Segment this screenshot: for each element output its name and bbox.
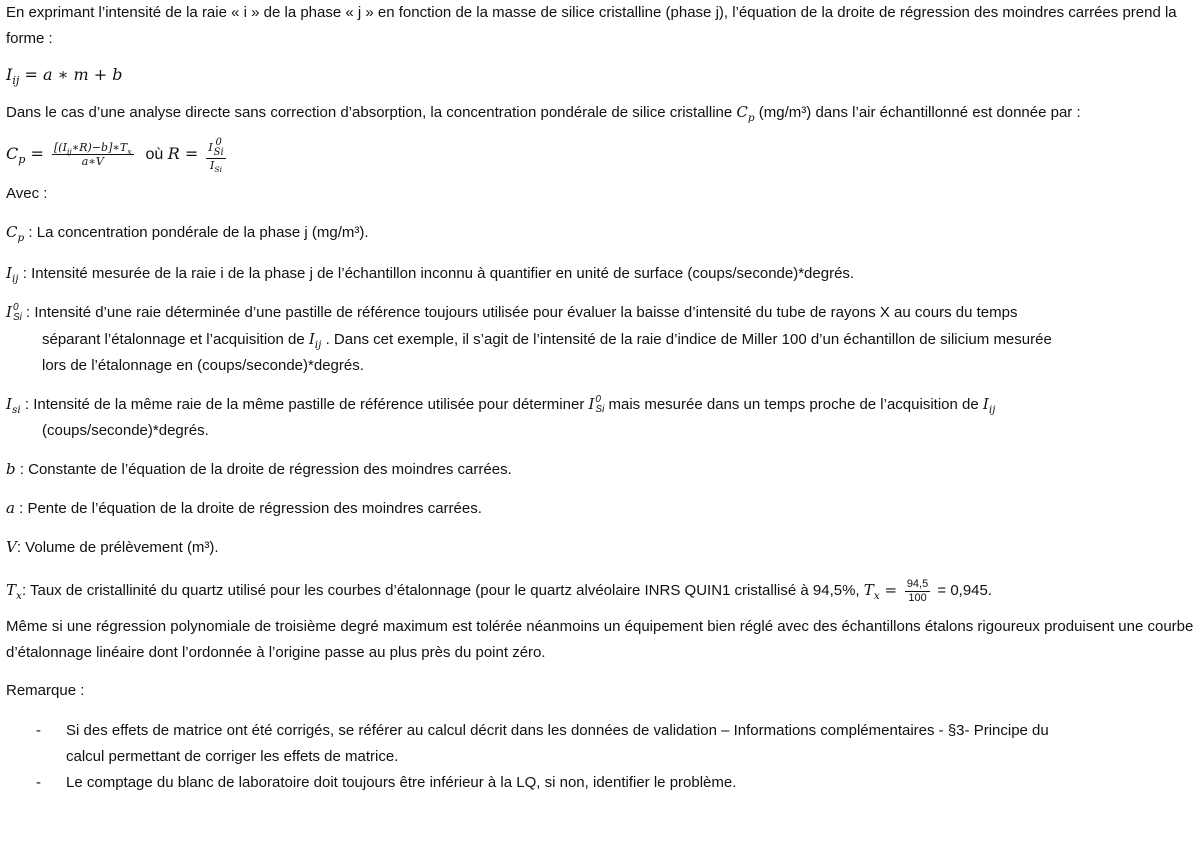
avec-label: Avec : xyxy=(6,185,48,202)
concentration-fraction: $\frac{[(I_{ij}∗R)-b]∗T_x}{a∗V}$ xyxy=(54,141,132,169)
eq1-rhs: = a ∗ m + b xyxy=(19,65,123,84)
intro-paragraph: En exprimant l’intensité de la raie « i » de la phase « j » en fonction de la masse de silice cristalline (phase j), l’équation de la droite de régression des moindres carrées prend la forme : xyxy=(6,4,1177,47)
def-iij: $I_{ij}$ : Intensité mesurée de la raie i de la phase j de l’échantillon inconnu à quantifier en unité de surface (coups/seconde)*degrés. xyxy=(6,264,855,285)
remarque-label: Remarque : xyxy=(6,682,85,699)
def-a: a : Pente de l’équation de la droite de régression des moindres carrées. xyxy=(6,499,482,517)
equation-concentration: $C_p$ = $\frac{[(I_{ij}∗R)-b]∗T_x}{a∗V}$ où R = I 0 Si $I_{Si}$ xyxy=(6,136,224,174)
list-item: - Le comptage du blanc de laboratoire doit toujours être inférieur à la LQ, si non, identifier le problème. xyxy=(36,774,737,791)
def-isi: $I_{si}$ : Intensité de la même raie de la même pastille de référence utilisée pour déterminer I 0 Si mais mesurée dans un temps proche de l’acquisition de $I_{ij}$ (coups/seconde)*degrés. xyxy=(6,394,996,439)
def-v: V: Volume de prélèvement (m³). xyxy=(6,538,219,556)
remarque-list xyxy=(6,718,1194,796)
def-b: b : Constante de l’équation de la droite de régression des moindres carrées. xyxy=(6,460,512,478)
ratio-fraction: I 0 Si $I_{Si}$ xyxy=(208,136,224,174)
def-tx: $T_x$: Taux de cristallinité du quartz utilisé pour les courbes d’étalonnage (pour le quartz alvéolaire INRS QUIN1 cristallisé à 94,5%, $T_x$ = $\frac{94,5}{100}$ = 0,945. xyxy=(6,577,993,604)
cp-symbol: C xyxy=(736,103,748,121)
concentration-paragraph: Dans le cas d’une analyse directe sans correction d’absorption, la concentration pondérale de silice cristalline $C_p$ (mg/m³) dans l’air échantillonné est donnée par : xyxy=(6,103,1081,124)
list-item: - Si des effets de matrice ont été corrigés, se référer au calcul décrit dans les données de validation – Informations complémentaires - §3- Principe du calcul permettant de corriger les effets de matrice. xyxy=(36,722,1049,765)
eq1-lhs: I xyxy=(6,65,13,84)
def-cp: $C_p$ : La concentration pondérale de la phase j (mg/m³). xyxy=(6,223,369,244)
equation-regression xyxy=(6,62,1194,89)
calibration-paragraph: Même si une régression polynomiale de troisième degré maximum est tolérée néanmoins un équipement bien réglé avec des échantillons étalons rigoureux produisent une courbe d’étalonnage linéaire dont l’ordonnée à l’origine passe au plus près du point zéro. xyxy=(6,618,1194,661)
ou-word: où xyxy=(145,146,164,163)
eq1-lhs-sub: ij xyxy=(12,74,20,88)
tx-fraction: $\frac{94,5}{100}$ xyxy=(906,577,929,604)
def-isi0: I 0 Si : Intensité d’une raie déterminée d’une pastille de référence toujours utilisée pour évaluer la baisse d’intensité du tube de rayons X au cours du temps séparant l’étalonnage et l’acquisition de $I_{ij}$ . Dans cet exemple, il s’agit de l’intensité de la raie d’indice de Miller 100 d’un échantillon de silicium mesurée lors de l’étalonnage en (coups/seconde)*degrés. xyxy=(6,302,1052,374)
